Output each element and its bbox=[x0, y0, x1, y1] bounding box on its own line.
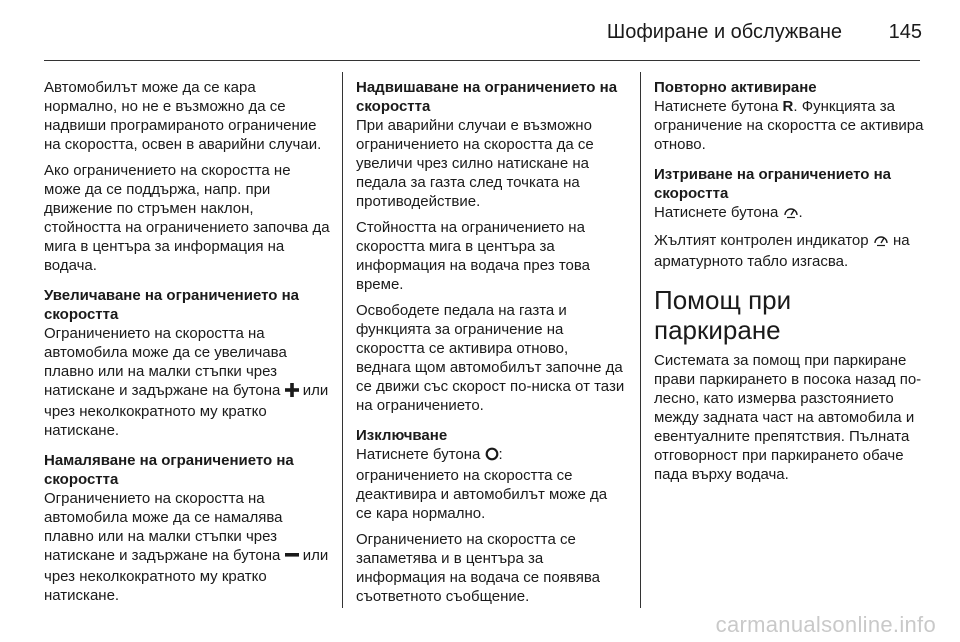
decrease-text-before: Ограничението на скоростта на автомобила може да се намалява плавно или на малки стъпки чрез натискане и задържане на бутона bbox=[44, 490, 283, 564]
delete-text-before: Натиснете бутона bbox=[654, 204, 783, 221]
paragraph-decrease-limit bbox=[44, 489, 330, 605]
speed-limiter-icon bbox=[783, 205, 799, 224]
decrease-text-after: или чрез неколкократното му кратко натискане. bbox=[44, 547, 329, 604]
paragraph-limit-flashes: Стойността на ограничението на скоростта мига в центъра за информация на водача през това време. bbox=[356, 219, 591, 293]
minus-icon bbox=[285, 548, 299, 567]
speed-limiter-indicator-icon bbox=[873, 233, 889, 252]
chapter-title: Шофиране и обслужване bbox=[606, 21, 842, 43]
column-divider-2 bbox=[640, 72, 641, 608]
reactivate-text-after: . Функцията за ограничение на скоростта се активира отново. bbox=[654, 98, 924, 153]
switch-off-text-after: : bbox=[498, 446, 503, 463]
r-button-label: R bbox=[782, 98, 794, 115]
plus-icon bbox=[285, 383, 299, 402]
reactivate-text-before: Натиснете бутона bbox=[654, 98, 783, 115]
paragraph-parking-assist: Системата за помощ при паркиране прави паркирането в посока назад по-лесно, като измерва разстоянието между задната част на автомобила и евентуалните препятствия. Пълната отговорност при паркирането обаче пада върху водача. bbox=[654, 352, 922, 483]
paragraph-normal-driving: Автомобилът може да се кара нормално, но не е възможно да се надвиши програмираното ограничение на скоростта, освен в аварийни случаи. bbox=[44, 79, 322, 153]
switch-off-text-before: Натиснете бутона bbox=[356, 446, 485, 463]
heading-reactivate: Повторно активиране bbox=[654, 79, 817, 96]
heading-decrease-limit: Намаляване на ограничението на скоростта bbox=[44, 452, 294, 488]
power-circle-icon bbox=[485, 447, 499, 466]
column-3 bbox=[654, 78, 924, 491]
column-divider-1 bbox=[342, 72, 343, 608]
paragraph-reactivate bbox=[654, 97, 924, 154]
indicator-text-before: Жълтият контролен индикатор bbox=[654, 232, 873, 249]
column-1 bbox=[44, 78, 330, 612]
increase-text-before: Ограничението на скоростта на автомобила може да се увеличава плавно или на малки стъпки чрез натискане и задържане на бутона bbox=[44, 325, 287, 399]
column-2 bbox=[356, 78, 626, 613]
switch-off-text-rest: ограничението на скоростта се деактивира и автомобилът може да се кара нормално. bbox=[356, 467, 608, 522]
page-number: 145 bbox=[888, 21, 922, 43]
paragraph-indicator-off bbox=[654, 231, 924, 271]
paragraph-emergency: При аварийни случаи е възможно ограничението на скоростта да се увеличи чрез силно натискане на педала за газта след точката на противодействие. bbox=[356, 117, 594, 210]
page-header bbox=[0, 0, 960, 60]
paragraph-limit-stored: Ограничението на скоростта се запаметява и в центъра за информация на водача се появява съответното съобщение. bbox=[356, 531, 600, 605]
heading-delete-limit: Изтриване на ограничението на скоростта bbox=[654, 166, 892, 202]
paragraph-limit-blinking: Ако ограничението на скоростта не може да се поддържа, напр. при движение по стръмен наклон, стойността на ограничението започва да мига в центъра за информация на водача. bbox=[44, 162, 330, 274]
heading-parking-assist: Помощ при паркиране bbox=[654, 285, 792, 345]
watermark: carmanualsonline.info bbox=[715, 612, 936, 637]
header-divider bbox=[44, 60, 920, 61]
increase-text-after: или чрез неколкократното му кратко натискане. bbox=[44, 382, 329, 439]
heading-switch-off: Изключване bbox=[356, 427, 448, 444]
paragraph-switch-off bbox=[356, 445, 626, 523]
paragraph-release-pedal: Освободете педала на газта и функцията за ограничение на скоростта се активира отново, веднага щом автомобилът започне да се движи със скорост по-ниска от тази на ограничението. bbox=[356, 302, 625, 414]
heading-increase-limit: Увеличаване на ограничението на скоростта bbox=[44, 287, 299, 323]
heading-exceed-limit: Надвишаване на ограничението на скоростта bbox=[356, 79, 618, 115]
paragraph-delete-limit bbox=[654, 203, 924, 224]
indicator-text-after: на арматурното табло изгасва. bbox=[654, 232, 910, 270]
paragraph-increase-limit bbox=[44, 324, 330, 440]
delete-text-after: . bbox=[798, 204, 803, 221]
